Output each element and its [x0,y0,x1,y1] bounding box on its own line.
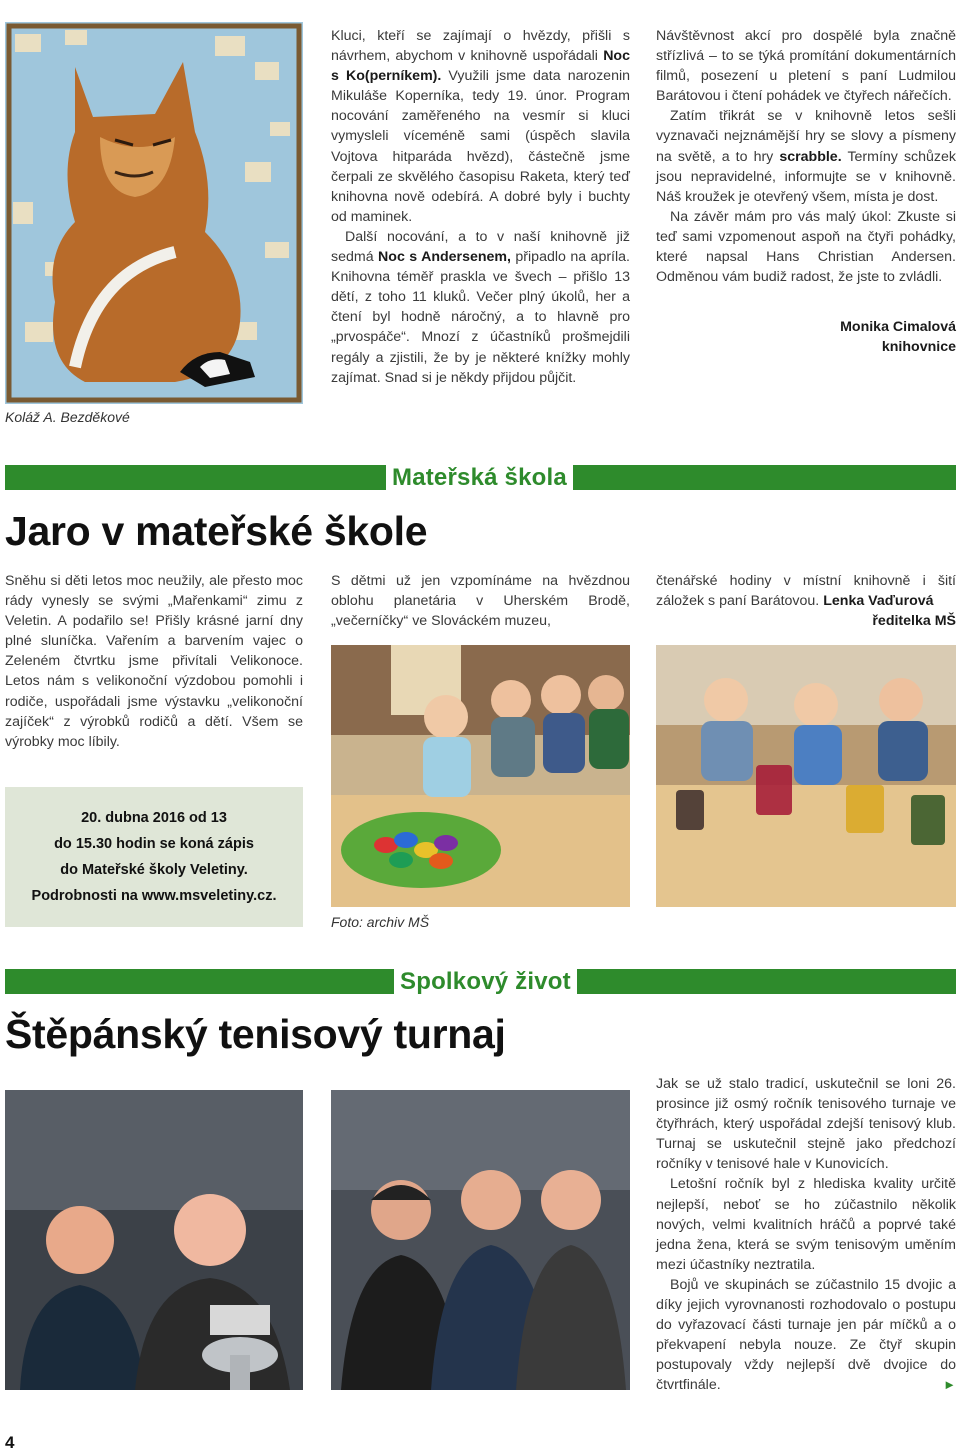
kids-eating-photo [331,645,630,907]
article-ms-col1: Sněhu si děti letos moc neužily, ale přesto moc rády vynesly se svými „Mařenkami“ zimu z Veletin. A podařilo se! Přišly krásné jarní dny plné sluníčka. Vařením a barvením vajec o Zeleném čtvrtku jsme přivítali Velikonoce. Letos nám s velikonoční výzdobou pomohli i rodiče, uspořádali jsme výstavku „velikonoční zajíček“ z výrobků rodičů a dětí. Všem se výrobky moc líbily. [5,573,303,750]
paragraph: Na závěr mám pro vás malý úkol: Zkuste si teď sami vzpomenout aspoň na čtyři pohádky, které napsal Hans Christian Andersen. Odměnou vám budiž radost, že jste to zvládli. [656,208,956,286]
collage-image [5,22,303,404]
article-library-nights [331,26,630,388]
headline-ms: Jaro v mateřské škole [5,508,428,554]
continue-arrow-icon: ► [943,1377,956,1393]
paragraph: Jak se už stalo tradicí, uskutečnil se loni 26. prosince již osmý ročník tenisového turnaje ve čtyřhrách, který uspořádal zdejší tenisový klub. Turnaj se uskutečnil stejně jako předchozí ročníky v tenisové hale v Kunovicích. [656,1076,956,1173]
article-tennis [656,1074,956,1396]
infobox-line: do 15.30 hodin se koná zápis [54,836,254,852]
paragraph: Další nocování, a to v naší knihovně již sedmá Noc s Andersenem, připadlo na apríla. Knihovna téměř praskla ve švech – přišlo 13 dětí, z toho 11 kluků. Večer plný úkolů, her a čtení byl hodně náročný, a to hlavně pro „prvospáče“. Mnozí z účastníků prošmejdili regály a zjistili, že by je některé knížky mohly zajímat. Snad si je někdy přijdou půjčit. [331,228,630,386]
section-label-ms: Mateřská škola [386,464,573,492]
paragraph: Návštěvnost akcí pro dospělé byla značně střízlivá – to se týká promítání dokumentárních filmů, posezení u pletení s paní Ludmilou Barátovou i čtení pohádek ve čtyřech nářečích. [656,28,956,105]
article-library-adults [656,26,956,357]
section-label-sp: Spolkový život [394,968,577,996]
infobox-line: 20. dubna 2016 od 13 [81,810,227,826]
photo-caption-ms: Foto: archiv MŠ [331,914,430,930]
infobox-line: Podrobnosti na www.msveletiny.cz. [31,888,277,904]
article-ms-col2: S dětmi už jen vzpomínáme na hvězdnou oblohu planetária v Uherském Brodě, „večerníčky“ ve Slováckém muzeu, [331,573,630,630]
kids-dyeing-eggs-photo [656,645,956,907]
tennis-players-photo-1 [5,1090,303,1390]
paragraph: Letošní ročník byl z hlediska kvality určitě nejlepší, neboť se ho zúčastnilo několik nových, velmi kvalitních hráčů a poprvé také jedna žena, která se svým tenisovým uměním mezi účastníky neztratila. [656,1176,956,1273]
tennis-players-photo-2 [331,1090,630,1390]
signature-name: Lenka Vaďurová [823,593,934,610]
paragraph: Bojů ve skupinách se zúčastnilo 15 dvojic a díky jejich vyrovnanosti rozhodovalo o postupu do vyřazovací části turnaje jen pár míčků a o překvapení nebyla nouze. Ze čtyř skupin postupovaly vždy nejlepší dvě dvojice do čtvrtfinále. ► [656,1275,956,1396]
headline-sp: Štěpánský tenisový turnaj [5,1011,506,1057]
signature-name: Monika Cimalová [840,319,956,336]
signature-role: ředitelka MŠ [872,613,956,630]
enrollment-infobox [5,787,303,927]
page-number: 4 [5,1433,15,1452]
article-ms-col3: čtenářské hodiny v místní knihovně i šití záložek s paní Barátovou. Lenka Vaďurová ředitelka MŠ [656,571,956,631]
infobox-line: do Mateřské školy Veletiny. [60,862,248,878]
collage-caption: Koláž A. Bezděkové [5,409,130,425]
signature-role: knihovnice [881,339,956,356]
paragraph: Zatím třikrát se v knihovně letos sešli vyznavači nejznámější hry se slovy a písmeny na světě, a to hry scrabble. Termíny schůzek jsou nepravidelné, informujte se v knihovně. Náš kroužek je otevřený všem, místa je dost. [656,108,957,205]
paragraph: Kluci, kteří se zajímají o hvězdy, přišli s návrhem, abychom v knihovně uspořádali Noc s Ko(perníkem). Využili jsme data narozenin Mikuláše Koperníka, tedy 19. únor. Program nocování zaměřeného na vesmír si kluci vymysleli víceméně sami (úspěch slavila Vojtova hitparáda hvězd), částečně jsme čerpali ze skvělého časopisu Raketa, který teď knihovna nově odebírá. A dobré byly i buchty od maminek. [331,28,631,225]
